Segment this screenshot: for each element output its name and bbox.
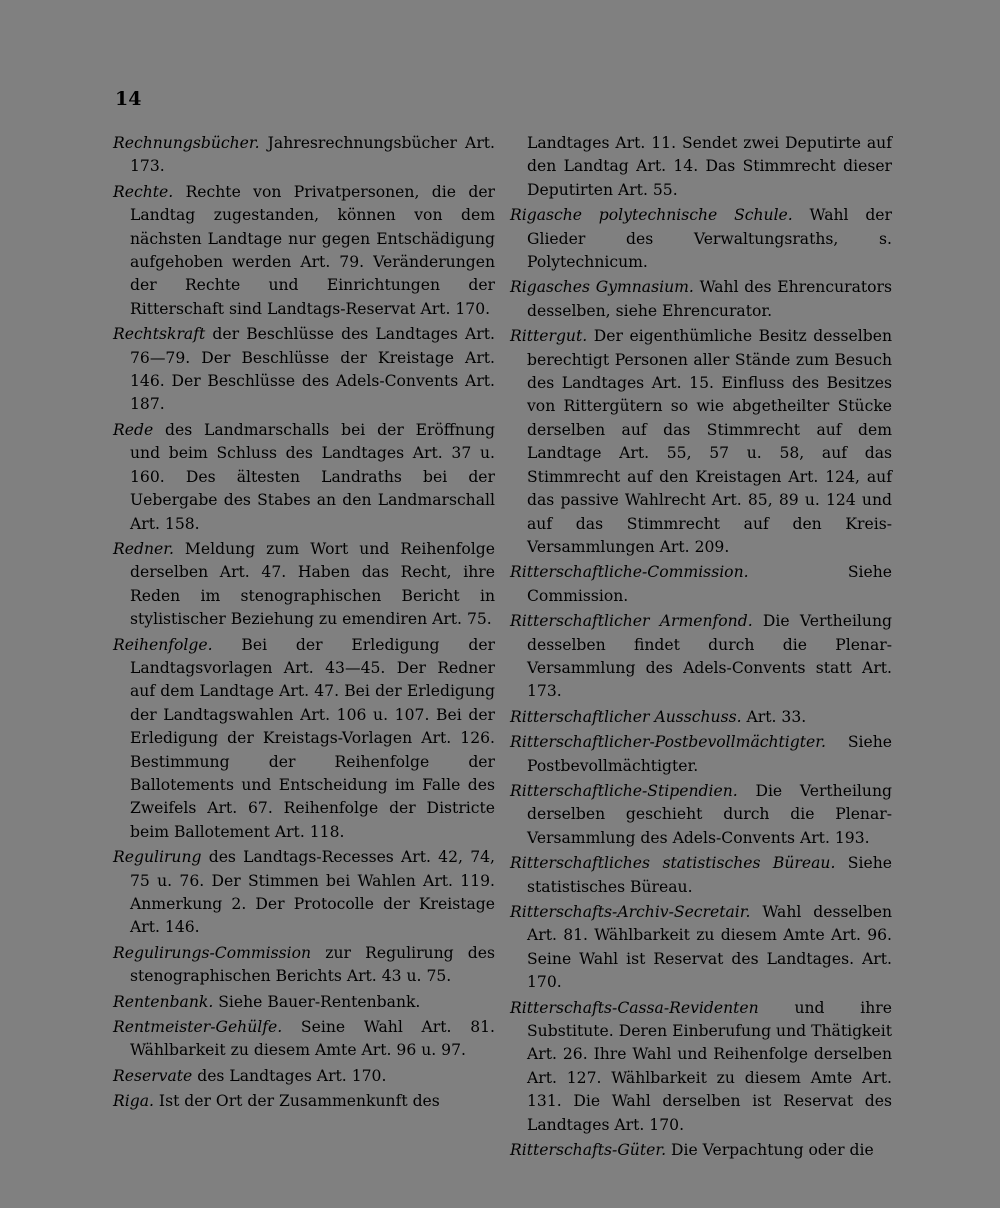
index-entry: [510, 325, 892, 559]
entry-term: Redner.: [113, 539, 174, 558]
entry-term: Rentmeister-Gehülfe.: [113, 1018, 283, 1037]
entry-text: des Landmarschalls bei der Eröffnung und beim Schluss des Landtages Art. 37 u. 160. Des ältesten Landraths bei der Uebergabe des Stabes an den Landmarschall Art. 158.: [130, 420, 495, 533]
right-column: [510, 132, 892, 1164]
entry-term: Rittergut.: [510, 327, 588, 346]
index-entry: [510, 204, 892, 274]
entry-text: Der eigenthümliche Besitz desselben berechtigt Personen aller Stände zum Besuch des Landtages Art. 15. Einfluss des Besitzes von Rittergütern so wie abgetheilter Stücke derselben auf das Stimmrecht auf dem Landtage Art. 55, 57 u. 58, auf das Stimmrecht auf den Kreistagen Art. 124, auf das passive Wahlrecht Art. 85, 89 u. 124 und auf das Stimmrecht auf den Kreis-Versammlungen Art. 209.: [527, 327, 892, 556]
entry-term: Ritterschafts-Güter.: [510, 1141, 667, 1160]
entry-term: Ritterschafts-Archiv-Secretair.: [510, 903, 751, 921]
left-column: [113, 132, 495, 1116]
index-entry: [113, 1016, 495, 1063]
index-entry: [510, 852, 892, 899]
index-entry: [113, 538, 495, 632]
entry-term: Riga.: [113, 1092, 154, 1111]
entry-text: Siehe statistisches Büreau.: [527, 854, 892, 896]
entry-term: Regulirungs-Commission: [113, 943, 312, 962]
entry-text: Wahl desselben Art. 81. Wählbarkeit zu diesem Amte Art. 96. Seine Wahl ist Reservat des Landtages. Art. 170.: [527, 903, 892, 992]
index-entry: [113, 419, 495, 536]
entry-term: Regulirung: [113, 848, 202, 867]
entry-term: Rechtskraft: [113, 325, 206, 344]
entry-term: Ritterschaftlicher Ausschuss.: [510, 707, 742, 726]
index-entry: [510, 901, 892, 995]
entry-term: Rechnungsbücher.: [113, 134, 260, 152]
entry-term: Ritterschaftlicher Armenfond.: [510, 612, 753, 631]
index-entry: [510, 610, 892, 704]
entry-text: Jahresrechnungsbücher Art. 173.: [130, 134, 495, 176]
index-entry: [510, 731, 892, 778]
entry-text: Rechte von Privatpersonen, die der Landtag zugestanden, können von dem nächsten Landtage nur gegen Entschädigung aufgehoben werden Art. 79. Veränderungen der Rechte und Einrichtungen der Ritterschaft sind Landtags-Reservat Art. 170.: [130, 182, 495, 318]
entry-text: Meldung zum Wort und Reihenfolge derselben Art. 47. Haben das Recht, ihre Reden im stenographischen Bericht in stylistischer Beziehung zu emendiren Art. 75.: [130, 539, 495, 629]
index-entry: [113, 323, 495, 417]
index-entry: [510, 1139, 892, 1162]
index-entry: [113, 181, 495, 321]
entry-term: Rentenbank.: [113, 992, 214, 1011]
entry-text: Wahl der Glieder des Verwaltungsraths, s. Polytechnicum.: [527, 206, 892, 272]
entry-text: Siehe Postbevollmächtigter.: [527, 733, 892, 775]
entry-text: Wahl des Ehrencurators desselben, siehe Ehrencurator.: [527, 278, 892, 320]
index-entry: [510, 276, 892, 323]
entry-term: Ritterschafts-Cassa-Revidenten: [510, 998, 759, 1017]
entry-text: Ist der Ort der Zusammenkunft des: [153, 1092, 440, 1111]
page-number: 14: [115, 88, 142, 110]
entry-term: Reihenfolge.: [113, 635, 213, 654]
entry-term: Ritterschaftliches statistisches Büreau.: [510, 854, 836, 873]
entry-text: und ihre Substitute. Deren Einberufung und Thätigkeit Art. 26. Ihre Wahl und Reihenfolge derselben Art. 127. Wählbarkeit zu diesem Amte Art. 131. Die Wahl derselben ist Reservat des Landtages Art. 170.: [527, 998, 892, 1134]
entry-term: Rigasches Gymnasium.: [510, 278, 694, 297]
entry-term: Ritterschaftliche-Commission.: [510, 563, 749, 582]
entry-text: Seine Wahl Art. 81. Wählbarkeit zu diesem Amte Art. 96 u. 97.: [130, 1018, 495, 1060]
entry-text: der Beschlüsse des Landtages Art. 76—79. Der Beschlüsse der Kreistage Art. 146. Der Beschlüsse des Adels-Convents Art. 187.: [130, 325, 495, 414]
entry-text: Art. 33.: [741, 707, 807, 726]
index-entry: [113, 634, 495, 845]
entry-text: zur Regulirung des stenographischen Berichts Art. 43 u. 75.: [130, 943, 495, 986]
entry-text: Die Vertheilung derselben geschieht durch die Plenar-Versammlung des Adels-Convents Art. 193.: [527, 781, 892, 847]
index-entry: [113, 991, 495, 1014]
index-entry: [510, 561, 892, 608]
continuation-text: Landtages Art. 11. Sendet zwei Deputirte auf den Landtag Art. 14. Das Stimmrecht dieser Deputirten Art. 55.: [527, 134, 892, 199]
index-entry: [113, 1090, 495, 1113]
index-entry: [113, 846, 495, 940]
entry-text: des Landtags-Recesses Art. 42, 74, 75 u. 76. Der Stimmen bei Wahlen Art. 119. Anmerkung 2. Der Protocolle der Kreistage Art. 146.: [130, 848, 495, 937]
index-entry: [510, 706, 892, 729]
entry-text: Bei der Erledigung der Landtagsvorlagen Art. 43—45. Der Redner auf dem Landtage Art. 47. Bei der Erledigung der Landtagswahlen Art. 106 u. 107. Bei der Erledigung der Kreistags-Vorlagen Art. 126. Bestimmung der Reihenfolge der Ballotements und Entscheidung im Falle des Zweifels Art. 67. Reihenfolge der Districte beim Ballotement Art. 118.: [130, 635, 495, 841]
entry-term: Rede: [113, 420, 154, 439]
entry-text: Die Vertheilung desselben findet durch die Plenar-Versammlung des Adels-Convents statt Art. 173.: [527, 612, 892, 701]
entry-term: Reservate: [113, 1066, 193, 1085]
index-entry: [113, 942, 495, 989]
index-entry: [510, 997, 892, 1137]
entry-text: Die Verpachtung oder die: [666, 1141, 874, 1160]
entry-term: Ritterschaftliche-Stipendien.: [510, 781, 738, 800]
index-entry: [510, 780, 892, 850]
entry-text: des Landtages Art. 170.: [192, 1066, 387, 1085]
index-entry: [113, 132, 495, 179]
entry-text: Siehe Bauer-Rentenbank.: [213, 992, 421, 1011]
entry-term: Ritterschaftlicher-Postbevollmächtigter.: [510, 733, 826, 752]
entry-term: Rigasche polytechnische Schule.: [510, 206, 793, 225]
entry-term: Rechte.: [113, 182, 174, 201]
index-entry: [113, 1065, 495, 1088]
entry-text: Siehe Commission.: [527, 563, 892, 605]
